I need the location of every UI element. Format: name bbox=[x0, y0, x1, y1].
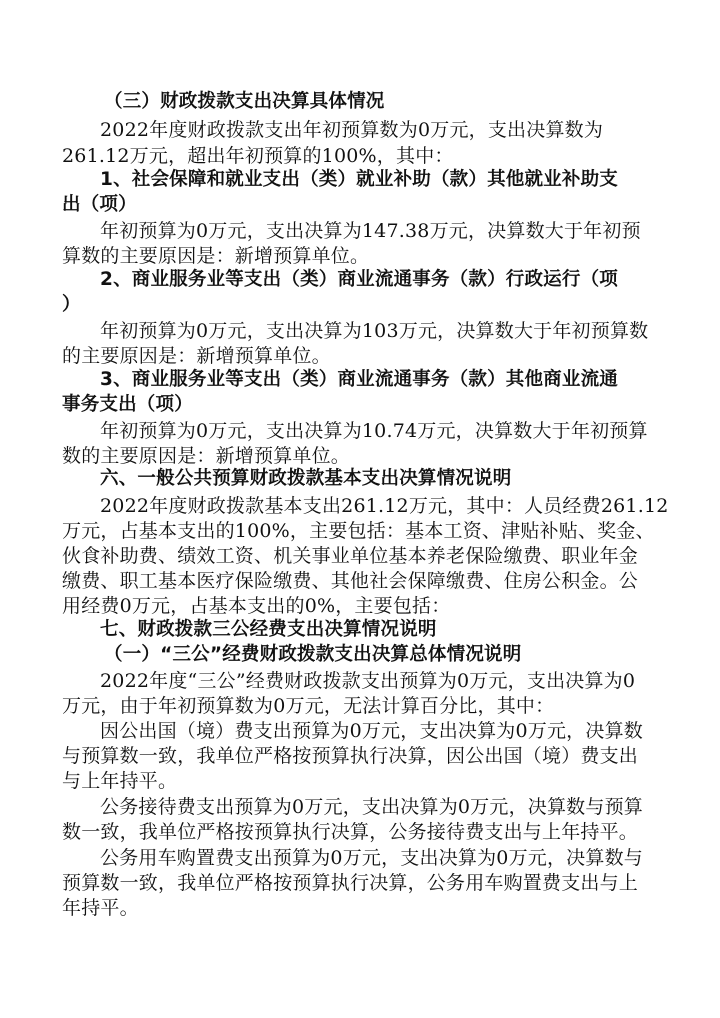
paragraph-line: 2022年度“三公”经费财政拨款支出预算为0万元，支出决算为0 bbox=[100, 670, 636, 692]
item-heading: 出（项） bbox=[62, 194, 137, 215]
paragraph-line: 缴费、职工基本医疗保险缴费、其他社会保障缴费、住房公积金。公 bbox=[62, 570, 639, 592]
section-heading: 六、一般公共预算财政拨款基本支出决算情况说明 bbox=[100, 468, 512, 489]
paragraph-line: 的主要原因是：新增预算单位。 bbox=[62, 345, 331, 367]
paragraph-line: 算数的主要原因是：新增预算单位。 bbox=[62, 245, 370, 267]
paragraph-line: 2022年度财政拨款支出年初预算数为0万元，支出决算数为 bbox=[100, 119, 604, 141]
paragraph-line: 年初预算为0万元，支出决算为147.38万元，决算数大于年初预 bbox=[100, 220, 641, 242]
paragraph-line: 用经费0万元，占基本支出的0%，主要包括： bbox=[62, 595, 451, 617]
paragraph-line: 数的主要原因是：新增预算单位。 bbox=[62, 445, 351, 467]
paragraph-line: 与预算数一致，我单位严格按预算执行决算，因公出国（境）费支出 bbox=[62, 745, 639, 767]
paragraph-line: 261.12万元，超出年初预算的100%，其中： bbox=[62, 145, 454, 167]
paragraph-line: 年持平。 bbox=[62, 897, 139, 919]
paragraph-line: 万元，由于年初预算数为0万元，无法计算百分比，其中： bbox=[62, 695, 555, 717]
paragraph-line: 年初预算为0万元，支出决算为10.74万元，决算数大于年初预算 bbox=[100, 420, 648, 442]
paragraph-line: 2022年度财政拨款基本支出261.12万元，其中：人员经费261.12 bbox=[100, 495, 669, 517]
section-heading: 七、财政拨款三公经费支出决算情况说明 bbox=[100, 619, 437, 640]
paragraph-line: 因公出国（境）费支出预算为0万元，支出决算为0万元，决算数 bbox=[100, 720, 643, 742]
item-heading: ） bbox=[62, 294, 81, 315]
paragraph-line: 伙食补助费、绩效工资、机关事业单位基本养老保险缴费、职业年金 bbox=[62, 545, 639, 567]
item-heading: 1、社会保障和就业支出（类）就业补助（款）其他就业补助支 bbox=[100, 169, 618, 190]
subsection-heading: （一）“三公”经费财政拨款支出决算总体情况说明 bbox=[104, 644, 522, 665]
paragraph-line: 年初预算为0万元，支出决算为103万元，决算数大于年初预算数 bbox=[100, 320, 649, 342]
item-heading: 2、商业服务业等支出（类）商业流通事务（款）行政运行（项 bbox=[100, 269, 618, 290]
paragraph-line: 数一致，我单位严格按预算执行决算，公务接待费支出与上年持平。 bbox=[62, 821, 639, 843]
paragraph-line: 预算数一致，我单位严格按预算执行决算，公务用车购置费支出与上 bbox=[62, 872, 639, 894]
item-heading: 3、商业服务业等支出（类）商业流通事务（款）其他商业流通 bbox=[100, 369, 618, 390]
section-heading: （三）财政拨款支出决算具体情况 bbox=[104, 91, 385, 112]
paragraph-line: 万元，占基本支出的100%，主要包括：基本工资、津贴补贴、奖金、 bbox=[62, 520, 655, 542]
paragraph-line: 与上年持平。 bbox=[62, 770, 178, 792]
paragraph-line: 公务用车购置费支出预算为0万元，支出决算为0万元，决算数与 bbox=[100, 847, 643, 869]
paragraph-line: 公务接待费支出预算为0万元，支出决算为0万元，决算数与预算 bbox=[100, 796, 643, 818]
item-heading: 事务支出（项） bbox=[62, 394, 193, 415]
